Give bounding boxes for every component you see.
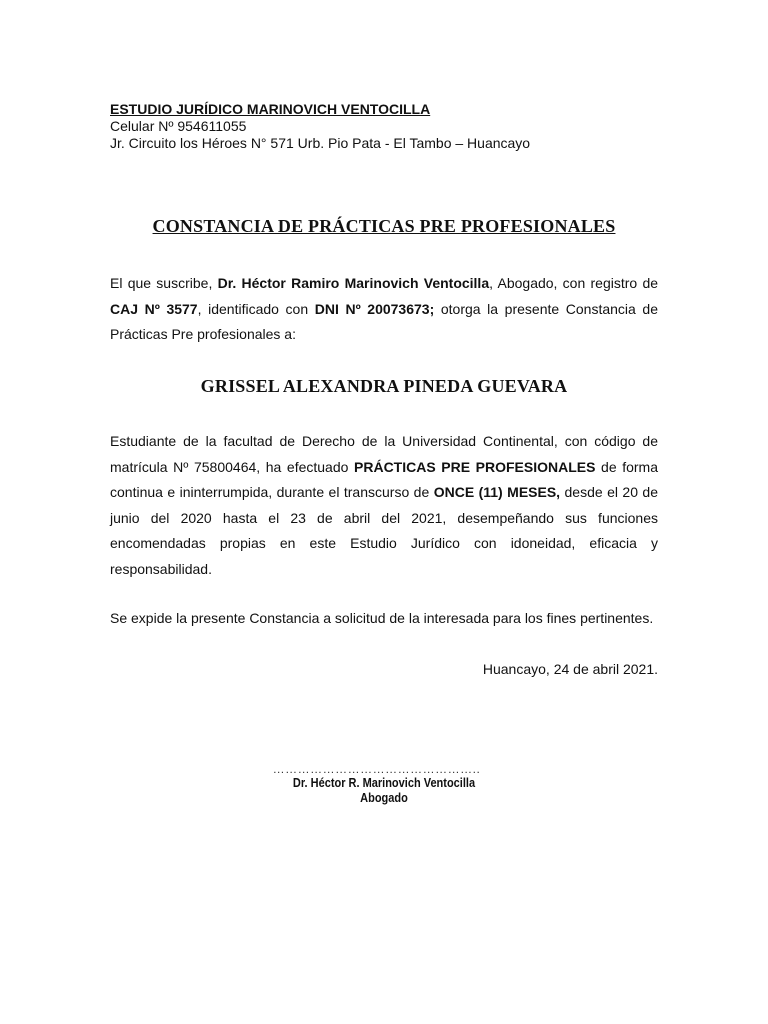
- date-line: Huancayo, 24 de abril 2021.: [482, 661, 658, 677]
- caj-number: CAJ Nº 3577: [110, 300, 198, 317]
- closing-paragraph: Se expide la presente Constancia a solicitud de la interesada para los fines pertinentes.: [110, 610, 654, 626]
- body-text-3: desde el 20 de junio del 2020 hasta el 23 de abril del 2021, desempeñando sus funciones encomendadas propias en este Estudio Jurídico con idoneidad, eficacia y responsabilidad.: [110, 484, 658, 577]
- firm-phone: Celular Nº 954611055: [110, 118, 247, 134]
- practicas-label: PRÁCTICAS PRE PROFESIONALES: [354, 458, 596, 475]
- intro-text-2: , Abogado, con registro de: [489, 275, 659, 291]
- firm-name: ESTUDIO JURÍDICO MARINOVICH VENTOCILLA: [110, 101, 431, 117]
- document-title: CONSTANCIA DE PRÁCTICAS PRE PROFESIONALES: [152, 216, 616, 236]
- dni-number: DNI Nº 20073673;: [314, 300, 435, 317]
- firm-address: Jr. Circuito los Héroes N° 571 Urb. Pio Pata - El Tambo – Huancayo: [110, 135, 531, 151]
- letterhead: [110, 101, 670, 152]
- intro-text-3: , identificado con: [197, 300, 315, 317]
- intro-text-4: otorga la presente Constancia de Prácticas Pre profesionales a:: [110, 300, 658, 342]
- body-paragraph: [110, 429, 658, 582]
- body-text-2: de forma continua e ininterrumpida, durante el transcurso de: [110, 458, 658, 500]
- signature-block: [0, 762, 768, 806]
- signature-name: Dr. Héctor R. Marinovich Ventocilla: [292, 776, 476, 790]
- intro-text-1: El que suscribe,: [110, 275, 218, 291]
- signature-line: …………………………………………..: [272, 762, 481, 776]
- duration-label: ONCE (11) MESES,: [433, 484, 561, 500]
- intro-paragraph: [110, 271, 658, 348]
- student-name: GRISSEL ALEXANDRA PINEDA GUEVARA: [200, 376, 568, 396]
- signature-role: Abogado: [360, 791, 408, 805]
- body-text-1: Estudiante de la facultad de Derecho de la Universidad Continental, con código de matrícula Nº 75800464, ha efectuado: [110, 433, 658, 475]
- signer-name: Dr. Héctor Ramiro Marinovich Ventocilla: [217, 275, 490, 291]
